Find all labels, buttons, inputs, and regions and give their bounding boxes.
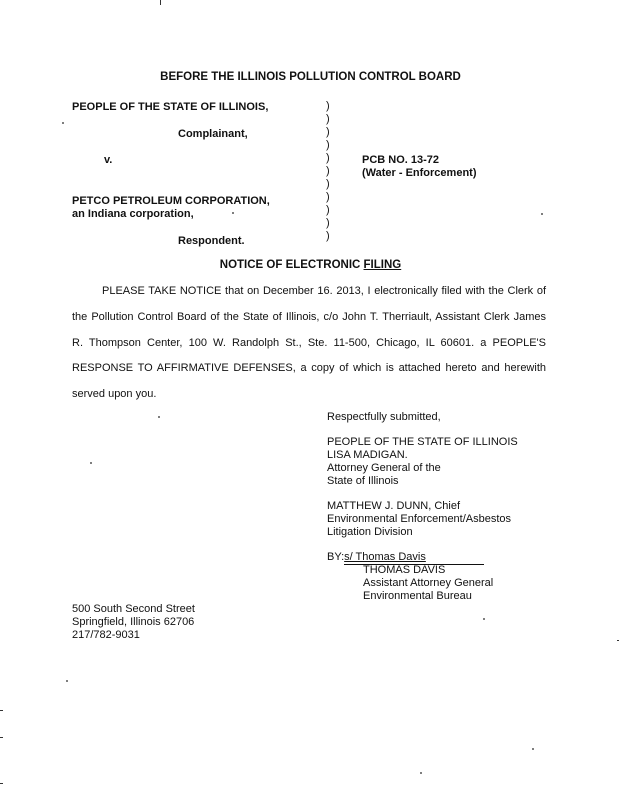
- caption-paren: ): [326, 126, 330, 138]
- caption-paren: ): [326, 165, 330, 177]
- scan-mark: [160, 0, 161, 5]
- page-title: BEFORE THE ILLINOIS POLLUTION CONTROL BOARD: [160, 71, 461, 83]
- signatory-line: Attorney General of the: [327, 462, 441, 474]
- body-line: R. Thompson Center, 100 W. Randolph St., Ste. 11-500, Chicago, IL 60601. a PEOPLE'S: [72, 337, 546, 349]
- scan-speck: [541, 213, 543, 215]
- scan-mark: [0, 783, 3, 784]
- caption-paren: ): [326, 230, 330, 242]
- scan-speck: [158, 416, 160, 418]
- plaintiff-role: Complainant,: [178, 128, 248, 140]
- signatory-block: [327, 436, 518, 488]
- attorney-block: [363, 564, 493, 603]
- defendant-name: PETCO PETROLEUM CORPORATION,: [72, 195, 270, 207]
- caption-paren: ): [326, 100, 330, 112]
- attorney-name: THOMAS DAVIS: [363, 564, 446, 576]
- scan-mark: [617, 640, 619, 641]
- caption-paren: ): [326, 217, 330, 229]
- body-line: served upon you.: [72, 388, 157, 400]
- caption-paren: ): [326, 139, 330, 151]
- scan-speck: [62, 122, 64, 124]
- address-line: Springfield, Illinois 62706: [72, 616, 195, 628]
- scan-speck: [483, 618, 485, 620]
- attorney-bureau: Environmental Bureau: [363, 590, 472, 602]
- notice-title-underlined: FILING: [363, 259, 402, 271]
- body-line: PLEASE TAKE NOTICE that on December 16. 2013, I electronically filed with the Clerk of: [102, 285, 546, 297]
- defendant-role: Respondent.: [178, 235, 245, 247]
- by-label: BY:: [327, 551, 345, 563]
- versus-label: v.: [104, 154, 113, 166]
- closing-text: Respectfully submitted,: [327, 411, 441, 423]
- caption-paren: ): [326, 178, 330, 190]
- notice-title-prefix: NOTICE OF ELECTRONIC: [219, 259, 364, 271]
- chief-line: Litigation Division: [327, 526, 413, 538]
- scan-speck: [420, 772, 422, 774]
- defendant-description: an Indiana corporation,: [72, 208, 194, 220]
- caption-paren: ): [326, 113, 330, 125]
- signature-line: [327, 551, 484, 565]
- chief-line: MATTHEW J. DUNN, Chief: [327, 500, 461, 512]
- caption-paren: ): [326, 152, 330, 164]
- chief-block: [327, 500, 511, 539]
- signatory-line: State of Illinois: [327, 475, 399, 487]
- signatory-line: PEOPLE OF THE STATE OF ILLINOIS: [327, 436, 518, 448]
- case-number: PCB NO. 13-72: [362, 154, 440, 166]
- scan-speck: [532, 748, 534, 750]
- scan-speck: [232, 212, 234, 214]
- signatory-line: LISA MADIGAN.: [327, 449, 408, 461]
- scan-speck: [90, 462, 92, 464]
- body-line: the Pollution Control Board of the State of Illinois, c/o John T. Therriault, Assistant Clerk James: [72, 311, 546, 323]
- caption-paren: ): [326, 204, 330, 216]
- chief-line: Environmental Enforcement/Asbestos: [327, 513, 512, 525]
- address-block: [72, 603, 195, 642]
- scan-mark: [0, 737, 3, 738]
- address-line: 500 South Second Street: [72, 603, 195, 615]
- scan-mark: [0, 710, 3, 711]
- signed-name: s/ Thomas Davis: [344, 551, 484, 565]
- attorney-title: Assistant Attorney General: [363, 577, 494, 589]
- plaintiff-name: PEOPLE OF THE STATE OF ILLINOIS,: [72, 101, 269, 113]
- address-line: 217/782-9031: [72, 629, 140, 641]
- scan-speck: [66, 680, 68, 682]
- body-line: RESPONSE TO AFFIRMATIVE DEFENSES, a copy of which is attached hereto and herewith: [72, 362, 546, 374]
- case-type: (Water - Enforcement): [362, 167, 477, 179]
- notice-title: [0, 259, 621, 271]
- caption-paren: ): [326, 191, 330, 203]
